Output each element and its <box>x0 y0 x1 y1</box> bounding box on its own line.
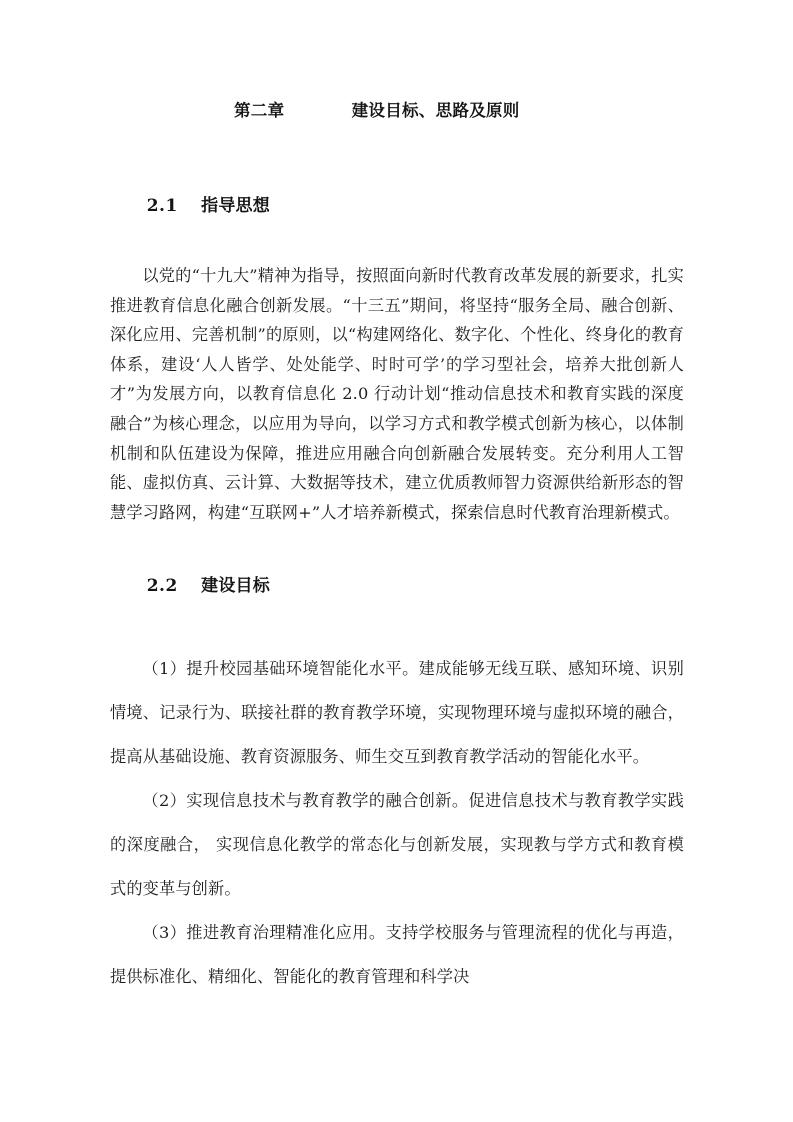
goal-item-3: （3）推进教育治理精准化应用。支持学校服务与管理流程的优化与再造，提供标准化、精细化、智能化的教育管理和科学决 <box>110 923 684 987</box>
section-number-gap-2-1 <box>178 196 201 216</box>
section-title-2-1: 指导思想 <box>201 196 270 216</box>
spacer-after-chapter-title <box>110 126 684 161</box>
page-content <box>110 0 684 999</box>
spacer-after-heading-2-1 <box>110 251 684 261</box>
top-margin-spacer <box>110 0 684 96</box>
section-number-gap-2-2 <box>178 576 201 596</box>
spacer-after-heading-2-2 <box>110 631 684 647</box>
chapter-title: 第二章 建设目标、思路及原则 <box>234 101 520 120</box>
goal-item-2: （2）实现信息技术与教育教学的融合创新。促进信息技术与教育教学实践的深度融合， 实现信息化教学的常态化与创新发展，实现教与学方式和教育模式的变革与创新。 <box>110 791 684 899</box>
spacer-before-heading-2-2 <box>110 527 684 541</box>
goal-item-1: （1）提升校园基础环境智能化水平。建成能够无线互联、感知环境、识别情境、记录行为、联接社群的教育教学环境，实现物理环境与虚拟环境的融合，提高从基础设施、教育资源服务、师生交互到教育教学活动的智能化水平。 <box>110 659 684 767</box>
section-heading-2-2 <box>110 541 684 631</box>
section-title-2-2: 建设目标 <box>201 576 270 597</box>
paragraph-guiding-ideology: 以党的“十九大”精神为指导，按照面向新时代教育改革发展的新要求，扎实推进教育信息化融合创新发展。“十三五”期间，将坚持“服务全局、融合创新、深化应用、完善机制”的原则，以“构建网络化、数字化、个性化、终身化的教育体系，建设‘人人皆学、处处能学、时时可学’的学习型社会，培养大批创新人才”为发展方向，以教育信息化 2.0 行动计划“推动信息技术和教育实践的深度融合”为核心理念，以应用为导向，以学习方式和教学模式创新为核心，以体制机制和队伍建设为保障，推进应用融合向创新融合发展转变。充分利用人工智能、虚拟仿真、云计算、大数据等技术，建立优质教师智力资源供给新形态的智慧学习路网，构建“互联网+”人才培养新模式，探索信息时代教育治理新模式。 <box>110 266 684 522</box>
section-number-2-2: 2.2 <box>146 576 178 597</box>
section-number-2-1: 2.1 <box>146 196 178 216</box>
section-heading-2-1 <box>110 161 684 251</box>
